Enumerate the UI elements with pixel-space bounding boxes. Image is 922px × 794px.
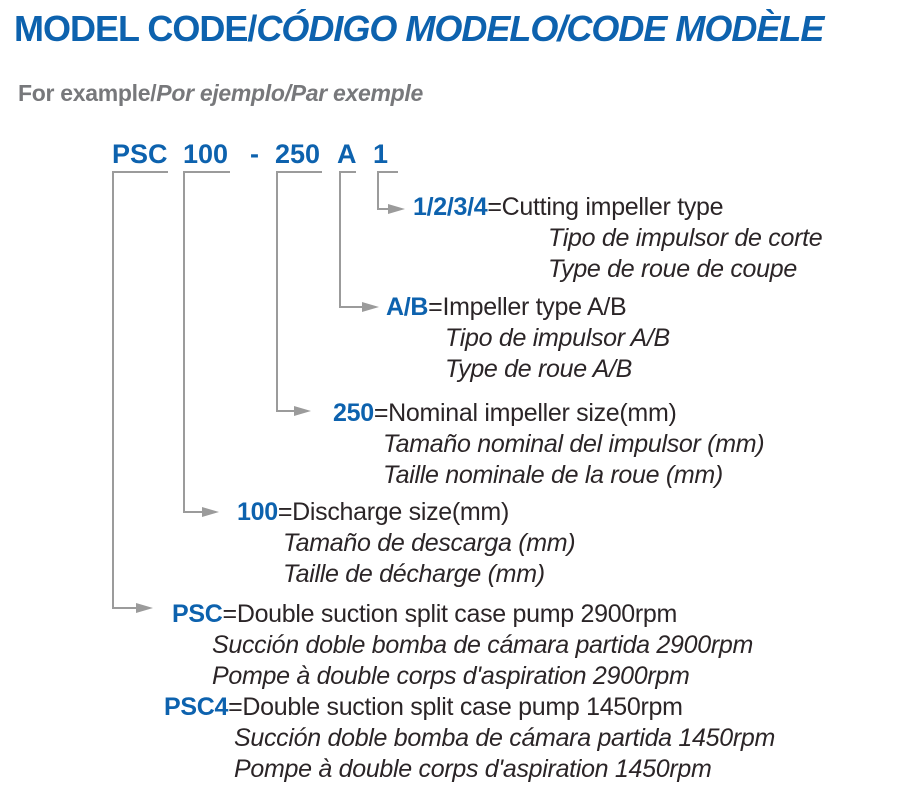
entry-code: A/B bbox=[386, 293, 429, 321]
model-code-segment-series: PSC bbox=[112, 139, 168, 169]
entry-line-en: PSC=Double suction split case pump 2900rpm bbox=[172, 600, 678, 628]
entry-text-es: Tipo de impulsor de corte bbox=[548, 224, 823, 252]
entry-code: 100 bbox=[237, 498, 278, 526]
entry-text-fr: Type de roue de coupe bbox=[548, 255, 797, 283]
entry-text-en: Double suction split case pump 2900rpm bbox=[236, 600, 678, 628]
entry-line-en: PSC4=Double suction split case pump 1450rpm bbox=[164, 693, 683, 721]
entry-text-es: Tamaño nominal del impulsor (mm) bbox=[383, 430, 765, 458]
entry-line-en: 1/2/3/4=Cutting impeller type bbox=[413, 193, 724, 221]
entry-code: 1/2/3/4 bbox=[413, 193, 488, 221]
entry-impeller-type bbox=[386, 292, 670, 385]
entry-psc4-series bbox=[164, 692, 775, 785]
entry-text-es: Tipo de impulsor A/B bbox=[445, 324, 670, 352]
entry-text-en: Discharge size(mm) bbox=[292, 498, 509, 526]
model-code-segment-impeller-size: 250 bbox=[275, 139, 321, 169]
page-title-italic: CÓDIGO MODELO/CODE MODÈLE bbox=[256, 8, 824, 49]
connector-cutting-type bbox=[378, 172, 405, 214]
model-code-segment-dash: - bbox=[250, 139, 259, 169]
connector-impeller-size bbox=[277, 172, 322, 416]
page-title-plain: MODEL CODE/ bbox=[14, 8, 257, 49]
connector-series bbox=[113, 172, 168, 613]
model-code-segment-impeller-type: A bbox=[337, 139, 357, 169]
example-subtitle-italic: Por ejemplo/Par exemple bbox=[156, 80, 423, 106]
entry-line-en: A/B=Impeller type A/B bbox=[386, 293, 627, 321]
entry-text-en: Nominal impeller size(mm) bbox=[388, 399, 677, 427]
entry-text-en: Double suction split case pump 1450rpm bbox=[242, 693, 683, 721]
entry-code: 250 bbox=[333, 399, 374, 427]
entry-text-es: Tamaño de descarga (mm) bbox=[283, 529, 576, 557]
entry-text-fr: Pompe à double corps d'aspiration 2900rpm bbox=[212, 662, 690, 690]
entry-nominal-impeller-size bbox=[333, 398, 764, 491]
example-subtitle-plain: For example/ bbox=[18, 80, 157, 106]
entry-line-en: 250=Nominal impeller size(mm) bbox=[333, 399, 677, 427]
entry-text-fr: Type de roue A/B bbox=[445, 355, 632, 383]
entry-text-es: Succión doble bomba de cámara partida 2900rpm bbox=[212, 631, 754, 659]
entry-text-fr: Pompe à double corps d'aspiration 1450rpm bbox=[234, 755, 712, 783]
connector-discharge-size bbox=[184, 172, 230, 517]
entry-discharge-size bbox=[237, 497, 575, 590]
model-code-segment-discharge: 100 bbox=[183, 139, 229, 169]
entry-text-es: Succión doble bomba de cámara partida 1450rpm bbox=[234, 724, 776, 752]
entry-psc-series bbox=[172, 599, 753, 692]
connector-impeller-type bbox=[340, 172, 379, 312]
entry-text-en: Cutting impeller type bbox=[501, 193, 724, 221]
entry-code: PSC bbox=[172, 600, 223, 628]
entry-text-fr: Taille de décharge (mm) bbox=[283, 560, 545, 588]
model-code-segment-cutting-type: 1 bbox=[373, 139, 389, 169]
entry-line-en: 100=Discharge size(mm) bbox=[237, 498, 509, 526]
entry-text-fr: Taille nominale de la roue (mm) bbox=[383, 461, 723, 489]
entry-cutting-impeller-type bbox=[413, 192, 822, 285]
entry-code: PSC4 bbox=[164, 693, 229, 721]
entry-text-en: Impeller type A/B bbox=[442, 293, 627, 321]
